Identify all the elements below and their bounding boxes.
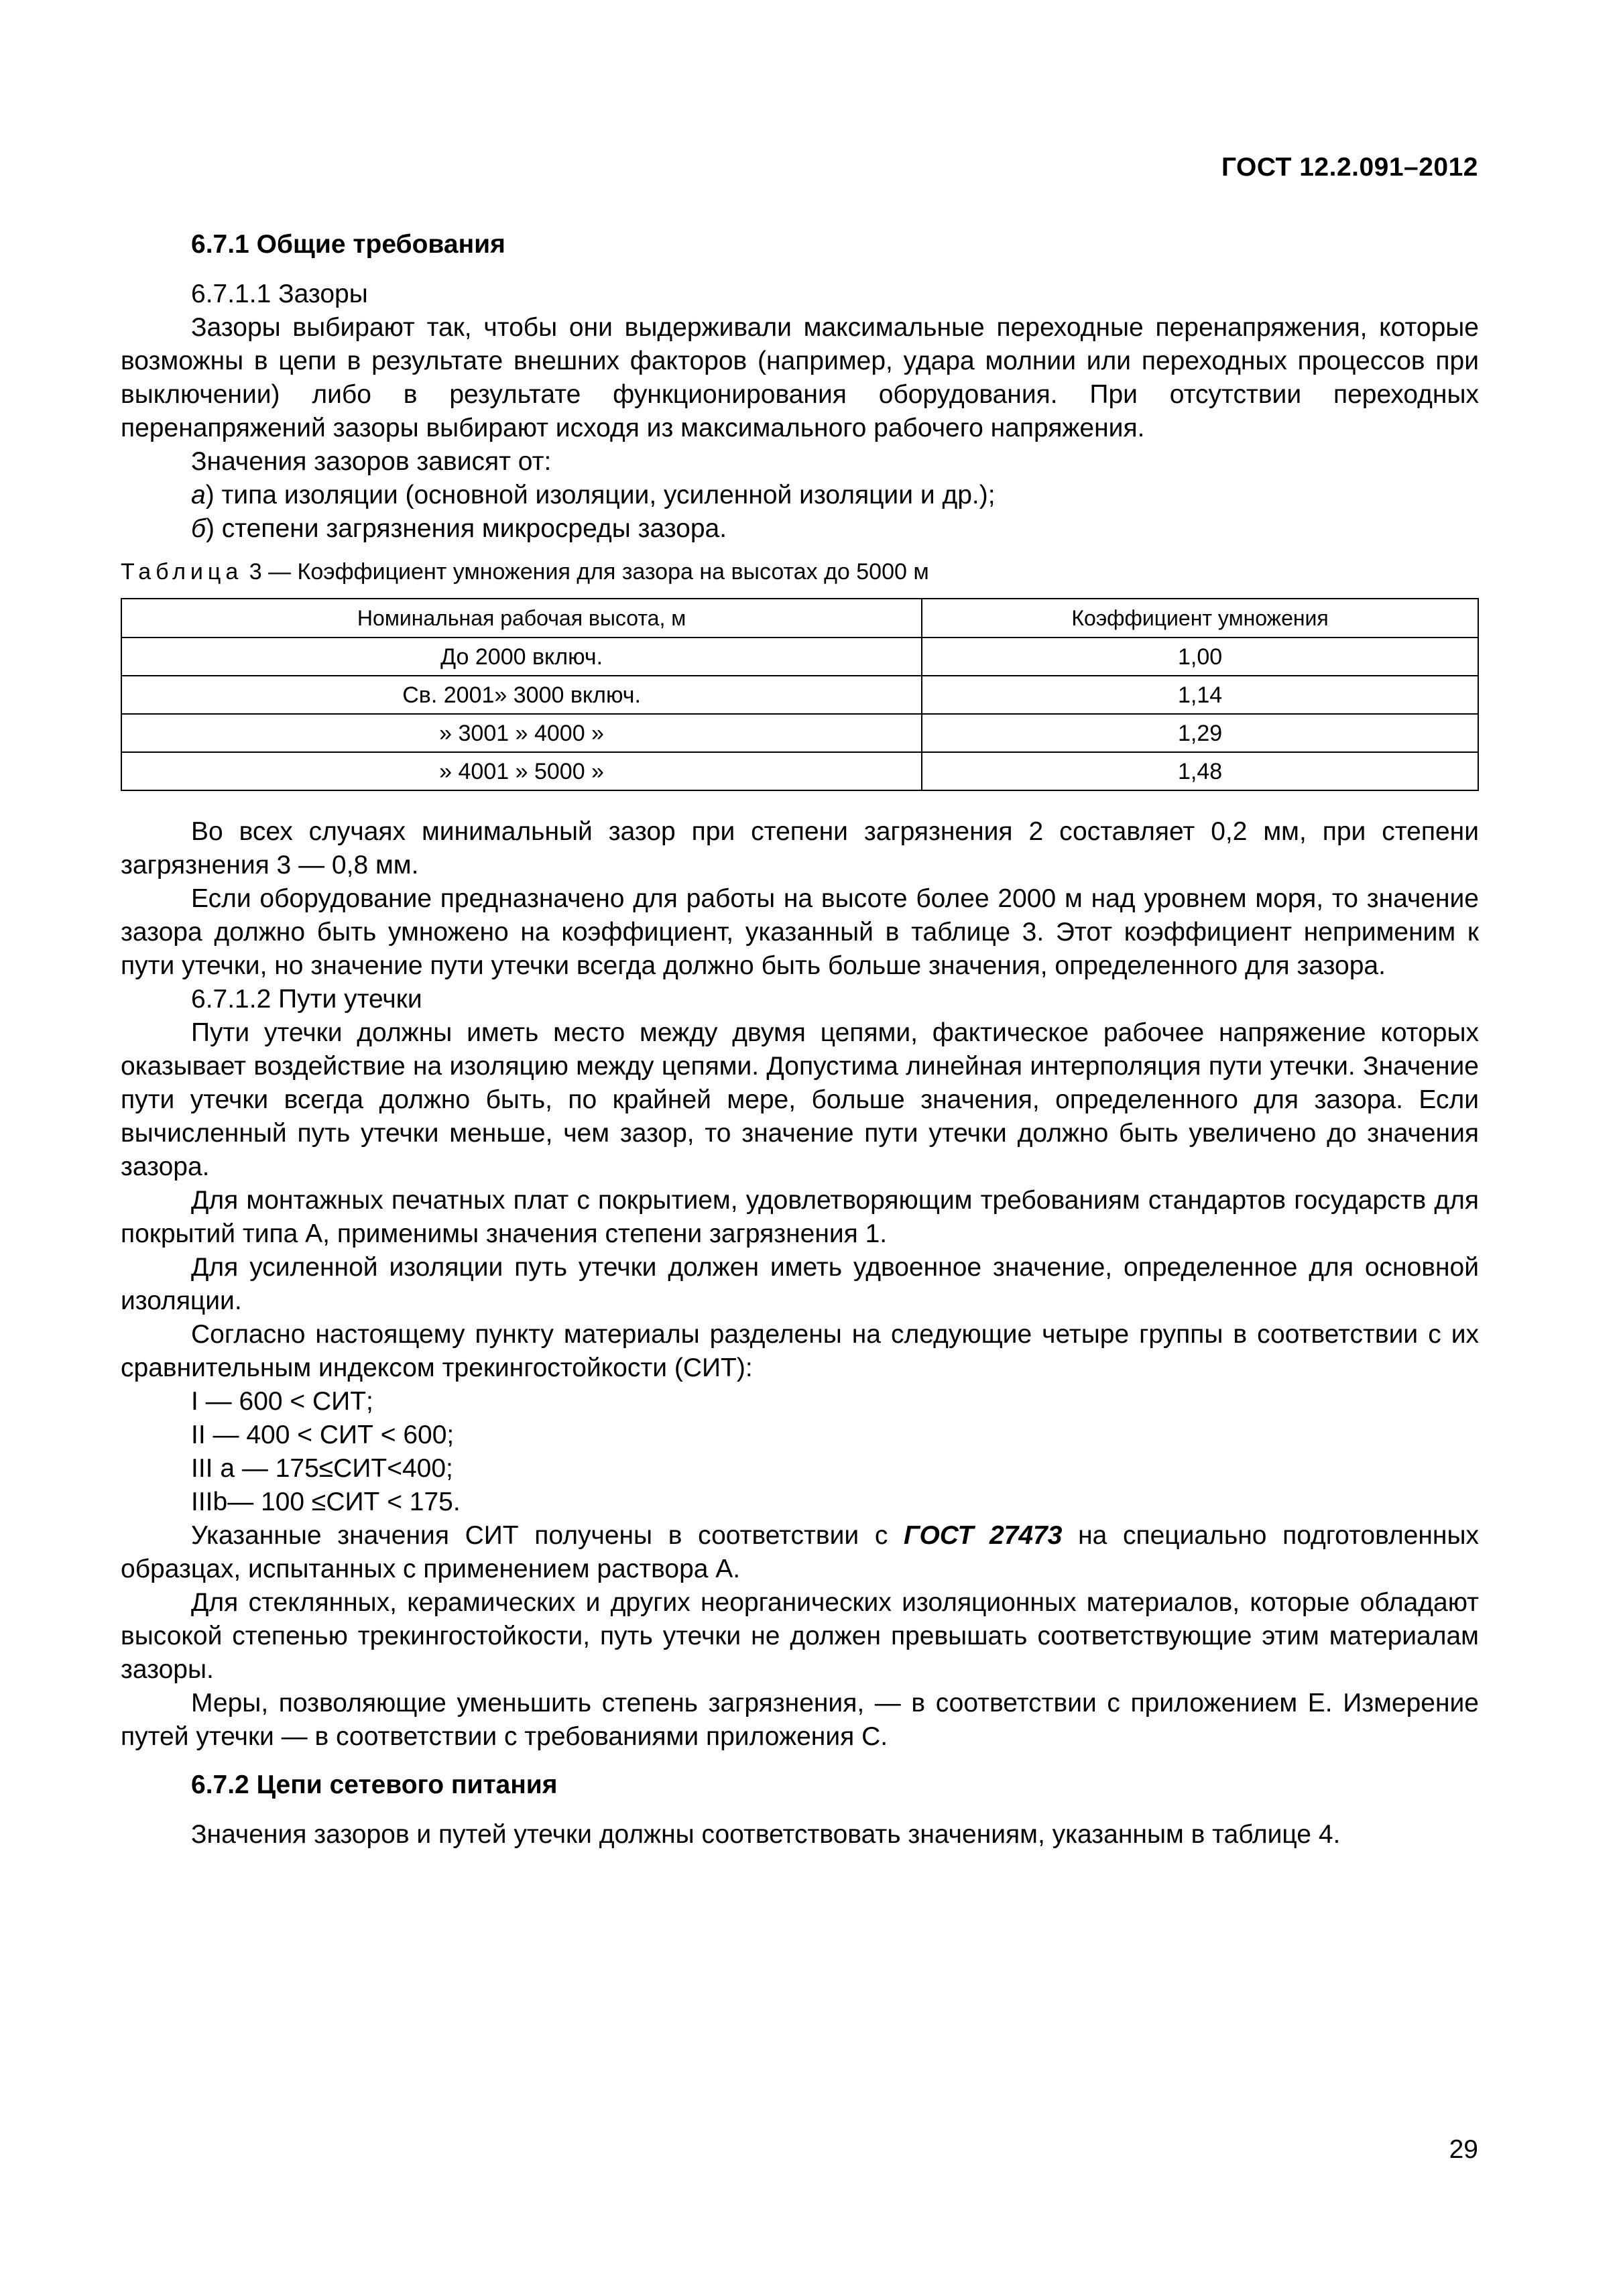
table-cell-factor: 1,14 bbox=[922, 676, 1478, 714]
mains-circuits-paragraph: Значения зазоров и путей утечки должны соответствовать значениям, указанным в таблице 4. bbox=[191, 1820, 1341, 1849]
inorganic-materials-paragraph: Для стеклянных, керамических и других неорганических изоляционных материалов, которые обладают высокой степенью трекингостойкости, путь утечки не должен превышать соответствующие этим материалам зазоры. bbox=[121, 1588, 1479, 1684]
material-group-item: II — 400 < СИТ < 600; bbox=[191, 1421, 455, 1449]
table-row bbox=[121, 638, 1478, 676]
material-group-item: IIIb— 100 ≤СИТ < 175. bbox=[191, 1488, 461, 1516]
table-3-caption bbox=[121, 555, 1479, 589]
cti-paragraph bbox=[121, 1519, 1479, 1586]
material-group-item: III а — 175≤СИТ<400; bbox=[191, 1454, 453, 1483]
material-group-item: I — 600 < СИТ; bbox=[191, 1387, 373, 1416]
table-cell-factor: 1,29 bbox=[922, 714, 1478, 752]
document-code-header: ГОСТ 12.2.091–2012 bbox=[1221, 153, 1478, 182]
table-cell-factor: 1,48 bbox=[922, 752, 1478, 790]
list-item-b bbox=[121, 512, 1479, 546]
pollution-measures-paragraph: Меры, позволяющие уменьшить степень загрязнения, — в соответствии с приложением Е. Измерение путей утечки — в соответствии с требованиями приложения С. bbox=[121, 1689, 1479, 1751]
page-number: 29 bbox=[1449, 2135, 1478, 2164]
table-3-caption-text: 3 — Коэффициент умножения для зазора на высотах до 5000 м bbox=[243, 559, 929, 585]
clause-6-7-1-1-title: 6.7.1.1 Зазоры bbox=[191, 280, 368, 308]
altitude-factor-paragraph: Если оборудование предназначено для работы на высоте более 2000 м над уровнем моря, то значение зазора должно быть умножено на коэффициент, указанный в таблице 3. Этот коэффициент неприменим к пути утечки, но значение пути утечки всегда должно быть больше значения, определенного для зазора. bbox=[121, 884, 1479, 980]
table-3-caption-word: Таблица bbox=[121, 559, 243, 585]
table-cell-altitude: » 3001 » 4000 » bbox=[121, 714, 922, 752]
list-item-a-text: ) типа изоляции (основной изоляции, усиленной изоляции и др.); bbox=[205, 481, 996, 509]
clearances-paragraph-1: Зазоры выбирают так, чтобы они выдерживали максимальные переходные перенапряжения, которые возможны в цепи в результате внешних факторов (например, удара молнии или переходных процессов при выключении) либо в результате функционирования оборудования. При отсутствии переходных перенапряжений зазоры выбирают исходя из максимального рабочего напряжения. bbox=[121, 313, 1479, 442]
section-6-7-1-heading: 6.7.1 Общие требования bbox=[191, 230, 505, 259]
list-item-a-letter: а bbox=[191, 481, 206, 509]
list-item-b-text: ) степени загрязнения микросреды зазора. bbox=[205, 514, 727, 543]
list-item-b-letter: б bbox=[191, 514, 206, 543]
page-content bbox=[121, 228, 1479, 1852]
list-item-a bbox=[121, 479, 1479, 512]
gost-27473-reference: ГОСТ 27473 bbox=[904, 1521, 1063, 1550]
table-header-altitude: Номинальная рабочая высота, м bbox=[121, 599, 922, 638]
table-cell-factor: 1,00 bbox=[922, 638, 1478, 676]
clause-6-7-1-2-title: 6.7.1.2 Пути утечки bbox=[191, 985, 422, 1014]
cti-text-before: Указанные значения СИТ получены в соответствии с bbox=[191, 1521, 904, 1550]
clearances-depend-on: Значения зазоров зависят от: bbox=[191, 447, 552, 476]
creepage-paragraph-1: Пути утечки должны иметь место между двумя цепями, фактическое рабочее напряжение которых оказывает воздействие на изоляцию между цепями. Допустима линейная интерполяция пути утечки. Значение пути утечки всегда должно быть, по крайней мере, больше значения, определенного для зазора. Если вычисленный путь утечки меньше, чем зазор, то значение пути утечки должно быть увеличено до значения зазора. bbox=[121, 1018, 1479, 1181]
minimum-clearance-paragraph: Во всех случаях минимальный зазор при степени загрязнения 2 составляет 0,2 мм, при степени загрязнения 3 — 0,8 мм. bbox=[121, 817, 1479, 880]
table-cell-altitude: » 4001 » 5000 » bbox=[121, 752, 922, 790]
table-header-row bbox=[121, 599, 1478, 638]
table-cell-altitude: Св. 2001» 3000 включ. bbox=[121, 676, 922, 714]
table-cell-altitude: До 2000 включ. bbox=[121, 638, 922, 676]
table-3 bbox=[121, 598, 1479, 791]
creepage-paragraph-4: Согласно настоящему пункту материалы разделены на следующие четыре группы в соответствии с их сравнительным индексом трекингостойкости (СИТ): bbox=[121, 1320, 1479, 1382]
table-header-factor: Коэффициент умножения bbox=[922, 599, 1478, 638]
creepage-paragraph-3: Для усиленной изоляции путь утечки должен иметь удвоенное значение, определенное для основной изоляции. bbox=[121, 1253, 1479, 1315]
table-row bbox=[121, 714, 1478, 752]
creepage-paragraph-2: Для монтажных печатных плат с покрытием, удовлетворяющим требованиям стандартов государств для покрытий типа А, применимы значения степени загрязнения 1. bbox=[121, 1186, 1479, 1248]
table-row bbox=[121, 752, 1478, 790]
table-row bbox=[121, 676, 1478, 714]
cti-text-after: на специально подготовленных образцах, испытанных с применением раствора А. bbox=[121, 1521, 1479, 1583]
section-6-7-2-heading: 6.7.2 Цепи сетевого питания bbox=[191, 1770, 558, 1799]
